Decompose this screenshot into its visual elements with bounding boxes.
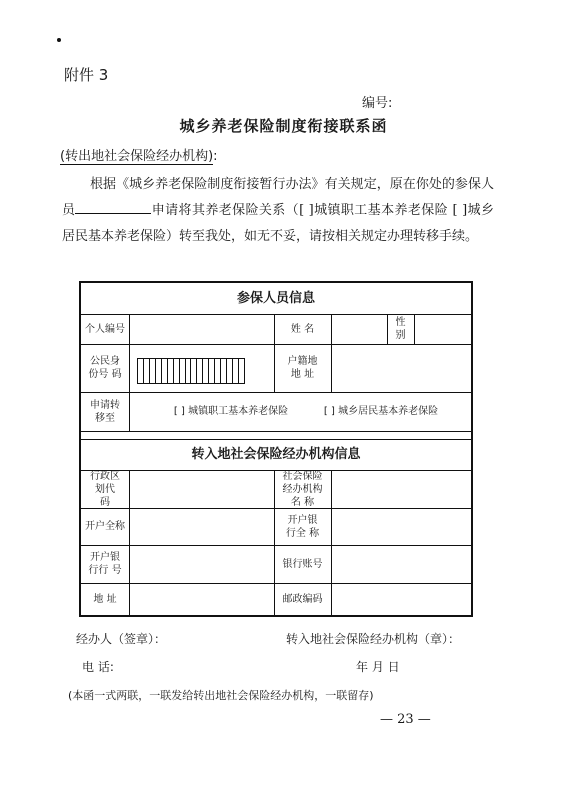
account-name-field[interactable] (129, 508, 274, 545)
recipient-name: (转出地社会保险经办机构) (60, 149, 214, 164)
label-bank-branch-code: 开户银行行 号 (88, 552, 122, 576)
bank-branch-code-field[interactable] (129, 545, 274, 583)
label-postcode: 邮政编码 (282, 593, 323, 605)
label-agency-name: 社会保险经办机构名 称 (282, 470, 323, 508)
label-id-number: 公民身份号 码 (88, 356, 122, 380)
recipient-line (60, 145, 218, 164)
id-number-boxes[interactable] (137, 358, 245, 384)
personal-number-field[interactable] (129, 314, 274, 344)
info-table (79, 281, 473, 617)
phone-label: 电 话: (82, 660, 114, 674)
label-address: 地 址 (93, 593, 117, 605)
date-label: 年 月 日 (356, 660, 400, 674)
scan-dot (57, 38, 61, 42)
label-transfer-to: 申请转移至 (90, 399, 120, 424)
label-account-name: 开户全称 (85, 521, 125, 532)
agency-name-field[interactable] (331, 470, 471, 508)
admin-code-field[interactable] (129, 470, 274, 508)
postcode-field[interactable] (331, 583, 471, 615)
hukou-address-field[interactable] (331, 344, 471, 392)
name-field[interactable] (331, 314, 387, 344)
label-gender: 性别 (395, 317, 406, 341)
serial-number-label: 编号: (362, 96, 393, 111)
label-bank-account: 银行账号 (282, 558, 323, 570)
section-header-agency-info: 转入地社会保险经办机构信息 (191, 447, 361, 462)
recipient-colon: : (213, 149, 218, 164)
option-urban-rural-resident-pension[interactable]: [ ] 城乡居民基本养老保险 (323, 406, 439, 417)
label-name: 姓 名 (290, 323, 315, 335)
label-personal-number: 个人编号 (85, 323, 125, 335)
section-header-insured-info: 参保人员信息 (236, 291, 315, 306)
footnote: (本函一式两联，一联发给转出地社会保险经办机构，一联留存) (68, 689, 374, 702)
gender-field[interactable] (414, 314, 471, 344)
bank-name-field[interactable] (331, 508, 471, 545)
receiving-agency-seal-label: 转入地社会保险经办机构（章）： (286, 632, 461, 646)
page-number: — 23 — (380, 712, 431, 727)
letter-body-part1: 根据《城乡养老保险制度衔接暂行办法》有关规定，原在你处的参保人员 (62, 177, 494, 218)
insured-person-blank[interactable] (75, 201, 151, 214)
address-field[interactable] (129, 583, 274, 615)
label-hukou-address: 户籍地地 址 (287, 356, 318, 380)
option-urban-employee-pension[interactable]: [ ] 城镇职工基本养老保险 (173, 406, 289, 417)
label-bank-name: 开户银行全 称 (285, 514, 320, 539)
handler-signature-label: 经办人（签章）： (76, 632, 167, 646)
bank-account-field[interactable] (331, 545, 471, 583)
label-admin-code: 行政区划代 码 (90, 470, 120, 508)
document-title: 城乡养老保险制度衔接联系函 (179, 117, 388, 135)
letter-body (62, 172, 494, 250)
attachment-label: 附件 3 (64, 66, 109, 84)
letter-body-part2: 申请将其养老保险关系（[ ]城镇职工基本养老保险 [ ]城乡居民基本养老保险）转至我处，如无不妥，请按相关规定办理转移手续。 (62, 203, 494, 244)
